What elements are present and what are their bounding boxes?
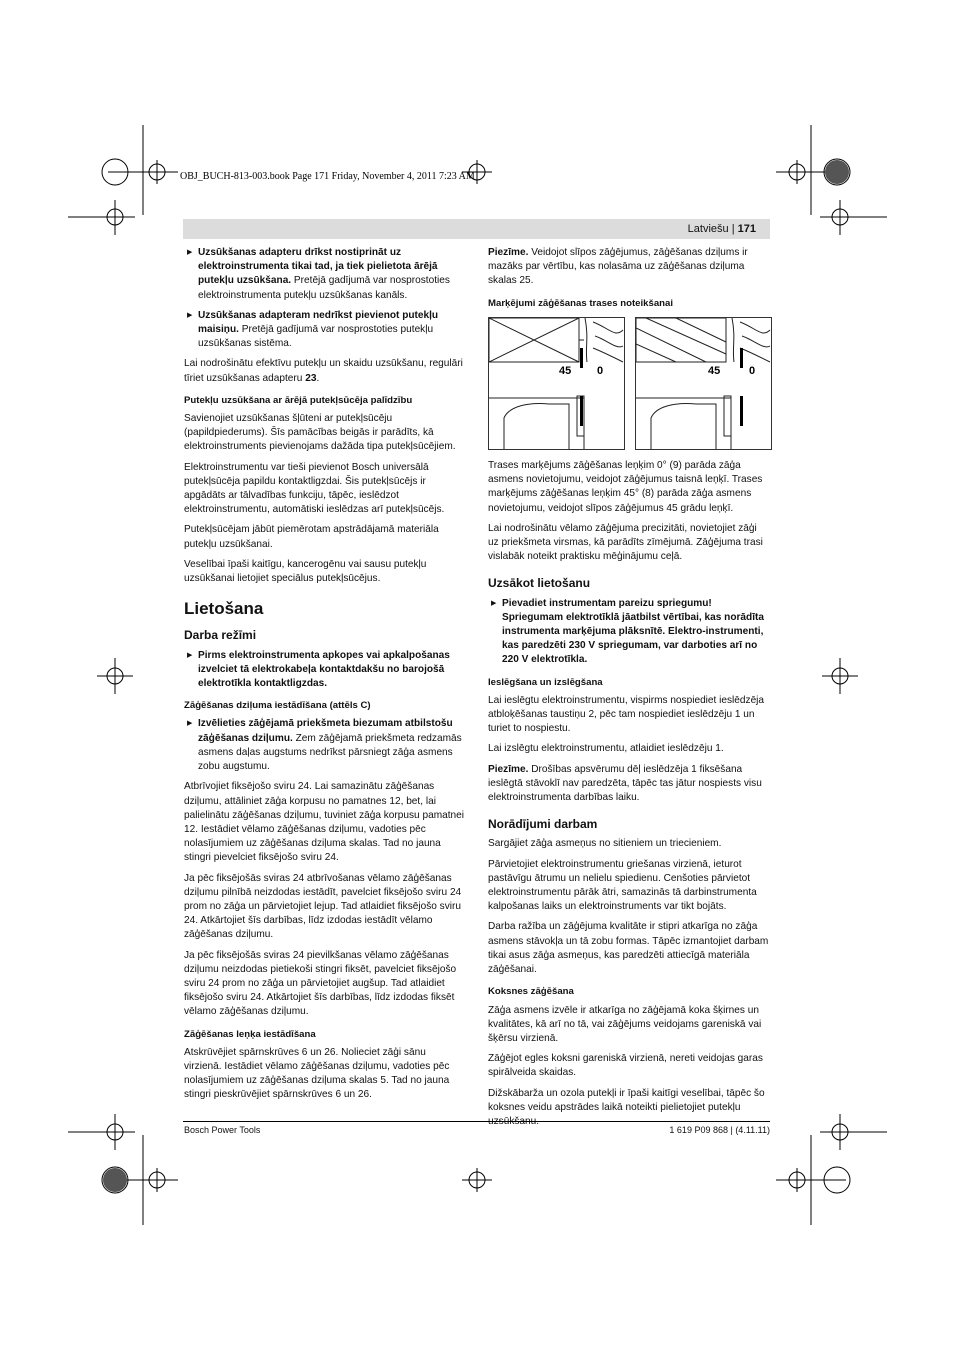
section-heading: Norādījumi darbam: [488, 817, 598, 832]
footer-left: Bosch Power Tools: [184, 1125, 261, 1135]
warning-bullet: ▶ Pievadiet instrumentam pareizu spriegumu! Spriegumam elektrotīklā jāatbilst vērtībai, kas norādīta instrumenta marķējuma plāksnītē. Elektro-instrumenti, kas paredzēti 230 V spriegumam, var darboties arī no 220 V elektrotīkla.: [488, 597, 770, 668]
section-heading: Darba režīmi: [184, 628, 257, 643]
paragraph: Putekļsūcējam jābūt piemērotam apstrādājamā materiāla putekļu uzsūkšanai.: [184, 524, 439, 550]
paragraph: Lai nodrošinātu efektīvu putekļu un skaidu uzsūkšanu, regulāri tīriet uzsūkšanas adapteru 23.: [184, 358, 463, 384]
section-heading: Uzsākot lietošanu: [488, 576, 591, 591]
paragraph: Lai nodrošinātu vēlamo zāģējuma precizitāti, novietojiet zāģi uz priekšmeta virsmas, kā parādīts zīmējumā. Zāģējuma trasi vislabāk noteikt praktisku mēģinājumu ceļā.: [488, 522, 763, 563]
paragraph: Piezīme. Veidojot slīpos zāģējumus, zāģēšanas dziļums ir mazāks par vērtību, kas nolasāma uz zāģēšanas dziļuma skalas 25.: [488, 247, 748, 287]
cut-marking-figure-0deg: [488, 317, 625, 450]
paragraph: Atskrūvējiet spārnskrūves 6 un 26. Nolieciet zāģi sānu virzienā. Iestādiet vēlamo zāģēšanas dziļumu, vadoties pēc nolasījumiem uz zāģēšanas dziļuma skalas 5. Tad no jauna stingri pieskrūvējiet spārnskrūves 6 un 26.: [184, 1046, 450, 1101]
paragraph: Dižskābarža un ozola putekļi ir īpaši kaitīgi veselībai, tāpēc šo koksnes veidu apstrādes laikā noteikti pielietojiet putekļu: [488, 1087, 765, 1113]
page-number: 171: [737, 223, 756, 235]
right-column: [488, 459, 770, 1135]
subheading: Zāģēšanas leņķa iestādīšana: [184, 1028, 316, 1040]
subheading: Putekļu uzsūkšana ar ārējā putekļsūcēja palīdzību: [184, 394, 413, 406]
paragraph: Trases marķējums zāģēšanas leņķim 0° (9) parāda zāģa asmens novietojumu, veidojot zāģējumus taisnā leņķī. Trases marķējums zāģēšanas leņķim 45° (8) parāda zāģa asmens novietojumu, veidojot slīpos zāģējumus 45 grādu leņķī.: [488, 460, 763, 514]
footer-right: 1 619 P09 868 | (4.11.11): [669, 1125, 770, 1135]
figure-label-45: 45: [559, 365, 572, 377]
paragraph: Ja pēc fiksējošās sviras 24 pievilkšanas vēlamo zāģēšanas dziļumu neizdodas pietiekoši stingri fiksēt, pavelciet fiksējošo sviru 24 prom no zāģa un pārvietojiet augšup. Tad atlaidiet fiksējošo sviru 24. Atkārtojiet šīs darbības, līdz izdodas fiksēt vēlamo zāģēšanas dziļumu.: [184, 949, 457, 1018]
subheading: Marķējumi zāģēšanas trases noteikšanai: [488, 297, 674, 309]
paragraph: Lai izslēgtu elektroinstrumentu, atlaidiet ieslēdzēju 1.: [488, 743, 724, 755]
figure-label-0: 0: [749, 365, 756, 377]
header-text: Latviešu | 171: [687, 223, 756, 235]
figure-drawing: [636, 318, 771, 449]
paragraph: Veselībai īpaši kaitīgu, kancerogēnu vai sausu putekļu uzsūkšanai lietojiet speciālus putekļsūcējus.: [184, 558, 427, 585]
paragraph: Zāģējot egles koksni gareniskā virzienā, nereti veidojas garas spirālveida skaidas.: [488, 1053, 763, 1079]
paragraph: Zāģa asmens izvēle ir atkarīga no zāģējamā koka šķirnes un kvalitātes, kā arī no tā, vai zāģējums veidojams gareniskā vai šķērsu virzienā.: [488, 1004, 762, 1044]
section-title: Lietošana: [184, 599, 264, 619]
header-language: Latviešu: [687, 223, 729, 235]
figure-drawing: [489, 318, 624, 449]
paragraph: Elektroinstrumentu var tieši pievienot Bosch universālā putekļsūcēja papildu kontaktligzdai. Šis putekļsūcējs ir apgādāts ar tālvadības funkciju, tāpēc, ieslēdzot elektroinstrumentu, automātiski ieslēdzas arī putekļsūcējs.: [184, 461, 445, 516]
print-slug: OBJ_BUCH-813-003.book Page 171 Friday, November 4, 2011 7:23 AM: [180, 171, 475, 182]
page-header: [183, 219, 770, 239]
paragraph: Piezīme. Drošības apsvērumu dēļ ieslēdzēja 1 fiksēšana ieslēgtā stāvoklī nav paredzēta, tāpēc tas jātur nospiests visu elektroinstrumenta darbības laiku.: [488, 763, 762, 804]
paragraph: Darba ražība un zāģējuma kvalitāte ir stipri atkarīga no zāģa asmens stāvokļa un tā zobu formas. Tāpēc izmantojiet darbam tikai asus zāģa asmeņus, kas paredzēti attiecīgā materiāla zāģēšanai.: [488, 921, 769, 976]
subheading: Zāģēšanas dziļuma iestādīšana (attēls C): [184, 700, 371, 712]
cut-marking-figure-45deg: [635, 317, 772, 450]
paragraph: Pārvietojiet elektroinstrumentu griešanas virzienā, ieturot pastāvīgu ātrumu un nelielu spiedienu. Cenšoties pārvietot elektroinstrumentu pārāk ātri, samazinās tā darbinstrumenta kalpošanas laiks un elektroinstruments var tikt bojāts.: [488, 858, 757, 913]
paragraph: Savienojiet uzsūkšanas šļūteni ar putekļsūcēju (papildpiederums). Šīs pamācības beigās ir parādīts, kā elektroinstruments pievienojams dažāda tipa putekļsūcējiem.: [184, 413, 456, 453]
figure-label-0: 0: [597, 365, 604, 377]
paragraph: Sargājiet zāģa asmeņus no sitieniem un triecieniem.: [488, 838, 722, 850]
paragraph: Ja pēc fiksējošās sviras 24 atbrīvošanas vēlamo zāģēšanas dziļumu pilnībā neizdodas iestādīt, pavelciet fiksējošo sviru 24 prom no zāģa un pārvietojiet lejup. Tad atlaidiet fiksējošo sviru 24. Atkārtojiet šīs darbības, līdz izdodas iestādīt vēlamo zāģēšanas dziļumu.: [184, 872, 462, 941]
warning-bullet: ▶ Uzsūkšanas adapteram nedrīkst pievienot putekļu maisiņu. Pretējā gadījumā var nosprostoties putekļu uzsūkšanas sistēma.: [184, 309, 466, 352]
subheading: Ieslēgšana un izslēgšana: [488, 676, 603, 688]
paragraph: Atbrīvojiet fiksējošo sviru 24. Lai samazinātu zāģēšanas dziļumu, attāliniet zāģa korpusu no pamatnes 12, bet, lai palielinātu zāģēšanas dziļumu, tuviniet zāģa korpusu pamatnei 12. Iestādiet vēlamo zāģēšanas dziļumu, vadoties pēc nolasījumiem uz zāģēšanas dziļuma skalas. Tad no jauna stingri pievelciet fiksējošo sviru 24.: [184, 781, 464, 864]
warning-bullet: ▶ Uzsūkšanas adapteru drīkst nostiprināt uz elektroinstrumenta tikai tad, ja tiek pielietota ārējā putekļu uzsūkšana. Pretējā gadījumā var nosprostoties elektroinstrumenta putekļu uzsūkšanas kanāls.: [184, 246, 466, 303]
figure-label-45: 45: [708, 365, 721, 377]
warning-bullet: ▶ Izvēlieties zāģējamā priekšmeta biezumam atbilstošu zāģēšanas dziļumu. Zem zāģējamā priekšmeta redzamās asmens daļas augstums nedrīkst pārsniegt zāģa asmens zobu augstumu.: [184, 717, 466, 774]
subheading: Koksnes zāģēšana: [488, 986, 574, 998]
right-column-top: [488, 246, 770, 315]
footer-rule: [183, 1121, 770, 1122]
warning-bullet: ▶ Pirms elektroinstrumenta apkopes vai apkalpošanas izvelciet tā elektrokabeļa kontaktdakšu no barojošā elektrotīkla kontaktligzdas.: [184, 649, 466, 692]
paragraph: Lai ieslēgtu elektroinstrumentu, vispirms nospiediet ieslēdzēja atbloķēšanas taustiņu 2, pēc tam nospiediet ieslēdzēju 1 un turiet to nospiestu.: [488, 694, 765, 735]
left-column: [184, 246, 466, 1109]
